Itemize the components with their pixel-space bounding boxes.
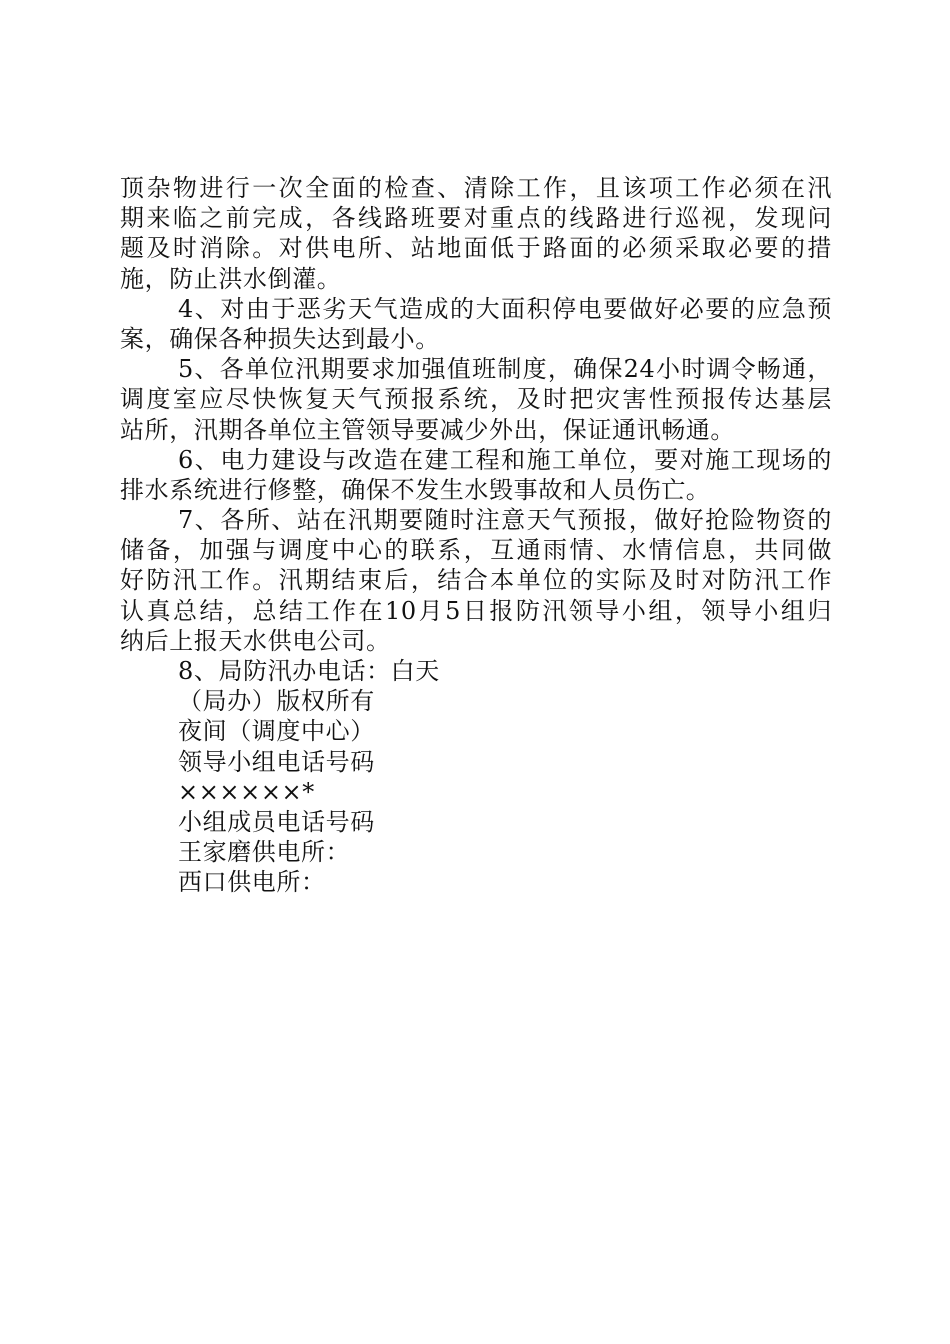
contact-leader-group: 领导小组电话号码 [178, 747, 375, 776]
document-body [120, 173, 832, 898]
text-line: 期来临之前完成，各线路班要对重点的线路进行巡视，发现问 [120, 204, 832, 233]
text-line: 排水系统进行修整，确保不发生水毁事故和人员伤亡。 [120, 475, 711, 504]
contact-xikou: 西口供电所： [178, 868, 326, 897]
text-line: 题及时消除。对供电所、站地面低于路面的必须采取必要的措 [120, 234, 832, 263]
text-line: 6、电力建设与改造在建工程和施工单位，要对施工现场的 [178, 445, 832, 474]
paragraph-item-5 [120, 354, 832, 445]
text-line: 调度室应尽快恢复天气预报系统，及时把灾害性预报传达基层 [120, 385, 832, 414]
text-line: 7、各所、站在汛期要随时注意天气预报，做好抢险物资的 [178, 506, 832, 535]
contact-list [120, 656, 832, 898]
text-line: 顶杂物进行一次全面的检查、清除工作，且该项工作必须在汛 [120, 174, 832, 202]
contact-office-phone: 8、局防汛办电话：白天 [178, 657, 440, 685]
text-line: 认真总结，总结工作在10月5日报防汛领导小组，领导小组归 [120, 596, 832, 625]
text-line: 纳后上报天水供电公司。 [120, 626, 391, 655]
paragraph-item-4 [120, 294, 832, 354]
contact-masked-number: ××××××* [178, 777, 315, 806]
text-line: 施，防止洪水倒灌。 [120, 264, 342, 293]
paragraph-continued [120, 173, 832, 294]
text-line: 储备，加强与调度中心的联系，互通雨情、水情信息，共同做 [120, 536, 832, 565]
paragraph-item-7 [120, 505, 832, 656]
text-line: 4、对由于恶劣天气造成的大面积停电要做好必要的应急预 [178, 294, 832, 323]
text-line: 5、各单位汛期要求加强值班制度，确保24小时调令畅通， [178, 355, 832, 384]
text-line: 好防汛工作。汛期结束后，结合本单位的实际及时对防汛工作 [120, 566, 832, 595]
contact-member-group: 小组成员电话号码 [178, 807, 375, 836]
contact-night: 夜间（调度中心） [178, 717, 375, 746]
text-line: 案，确保各种损失达到最小。 [120, 324, 440, 353]
text-line: 站所，汛期各单位主管领导要减少外出，保证通讯畅通。 [120, 415, 735, 444]
contact-wangjiamo: 王家磨供电所： [178, 838, 351, 867]
paragraph-item-6 [120, 445, 832, 505]
contact-office-note: （局办）版权所有 [178, 687, 375, 716]
